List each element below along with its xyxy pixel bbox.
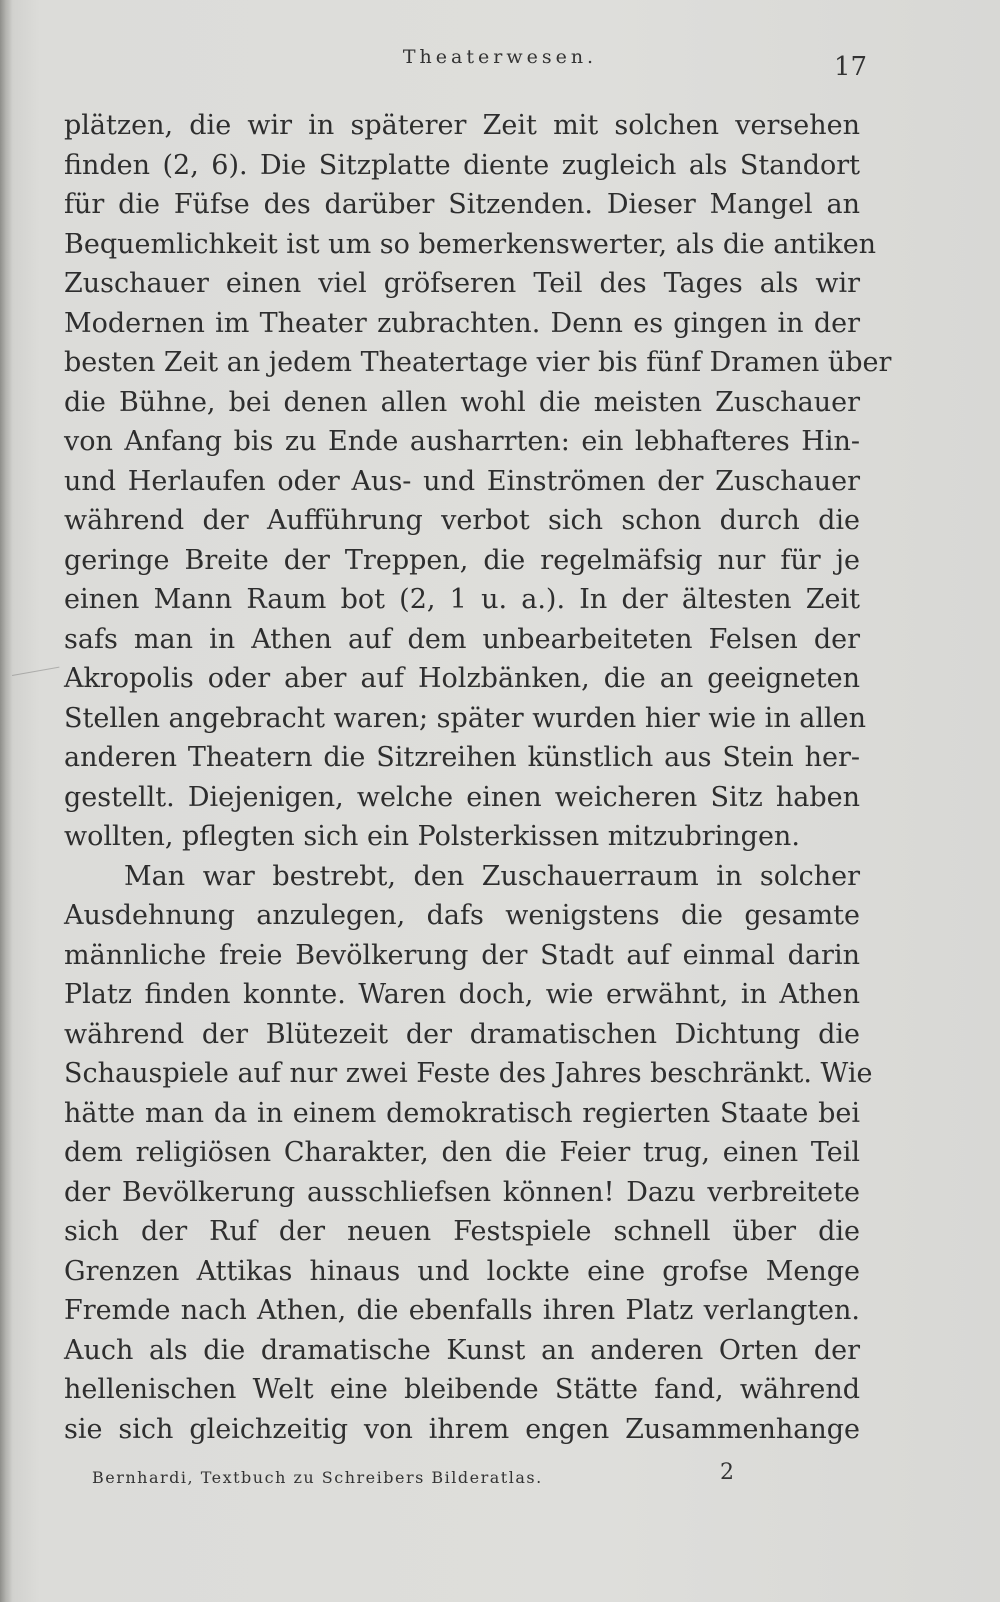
text-line: dem religiösen Charakter, den die Feier trug, einen Teil <box>64 1137 860 1168</box>
text-line: geringe Breite der Treppen, die regelmäfsig nur für je <box>64 544 860 576</box>
signature-line: Bernhardi, Textbuch zu Schreibers Bilderatlas. <box>92 1468 543 1487</box>
text-line: finden (2, 6). Die Sitzplatte diente zugleich als Standort <box>64 149 860 181</box>
page-number: 17 <box>834 52 868 82</box>
text-line: von Anfang bis zu Ende ausharrten: ein lebhafteres Hin- <box>64 426 860 457</box>
text-line: Zuschauer einen viel gröfseren Teil des Tages als wir <box>64 268 860 299</box>
text-line: besten Zeit an jedem Theatertage vier bis fünf Dramen über <box>64 347 892 378</box>
text-line: der Bevölkerung ausschliefsen können! Dazu verbreitete <box>64 1176 860 1208</box>
text-line: für die Füfse des darüber Sitzenden. Dieser Mangel an <box>64 189 860 220</box>
text-line: sie sich gleichzeitig von ihrem engen Zusammenhange <box>64 1413 860 1445</box>
fold-mark <box>12 667 64 700</box>
binding-edge <box>0 0 12 1602</box>
text-line: Modernen im Theater zubrachten. Denn es gingen in der <box>64 307 860 339</box>
body-text <box>64 106 892 1449</box>
running-title: Theaterwesen. <box>402 46 598 68</box>
text-line: während der Blütezeit der dramatischen Dichtung die <box>64 1018 860 1050</box>
text-line: plätzen, die wir in späterer Zeit mit solchen versehen <box>64 110 860 141</box>
text-line: die Bühne, bei denen allen wohl die meisten Zuschauer <box>64 386 860 418</box>
text-line: anderen Theatern die Sitzreihen künstlich aus Stein her- <box>64 742 860 773</box>
text-line: Bequemlichkeit ist um so bemerkenswerter, als die antiken <box>64 228 877 260</box>
text-line: hätte man da in einem demokratisch regierten Staate bei <box>64 1097 860 1129</box>
text-line: Auch als die dramatische Kunst an anderen Orten der <box>64 1334 860 1366</box>
text-line: während der Aufführung verbot sich schon durch die <box>64 505 860 536</box>
text-line: männliche freie Bevölkerung der Stadt auf einmal darin <box>64 939 860 971</box>
sheet-number: 2 <box>720 1460 734 1485</box>
text-line: einen Mann Raum bot (2, 1 u. a.). In der ältesten Zeit <box>64 584 860 615</box>
text-line: Schauspiele auf nur zwei Feste des Jahres beschränkt. Wie <box>64 1058 873 1089</box>
text-line: hellenischen Welt eine bleibende Stätte fand, während <box>64 1374 860 1405</box>
text-line: Platz finden konnte. Waren doch, wie erwähnt, in Athen <box>64 979 860 1010</box>
text-line: Grenzen Attikas hinaus und lockte eine grofse Menge <box>64 1255 860 1287</box>
text-line: und Herlaufen oder Aus- und Einströmen der Zuschauer <box>64 465 860 497</box>
text-line: Fremde nach Athen, die ebenfalls ihren Platz verlangten. <box>64 1295 860 1326</box>
text-line: Man war bestrebt, den Zuschauerraum in solcher <box>124 860 860 892</box>
text-line: Akropolis oder aber auf Holzbänken, die an geeigneten <box>64 663 860 694</box>
text-line: gestellt. Diejenigen, welche einen weicheren Sitz haben <box>64 781 860 813</box>
text-line: Stellen angebracht waren; später wurden hier wie in allen <box>64 702 867 734</box>
text-line: Ausdehnung anzulegen, dafs wenigstens die gesamte <box>64 900 860 931</box>
text-line: sich der Ruf der neuen Festspiele schnell über die <box>64 1216 860 1247</box>
text-line: wollten, pflegten sich ein Polsterkissen mitzubringen. <box>64 821 800 852</box>
text-line: safs man in Athen auf dem unbearbeiteten Felsen der <box>64 623 860 655</box>
